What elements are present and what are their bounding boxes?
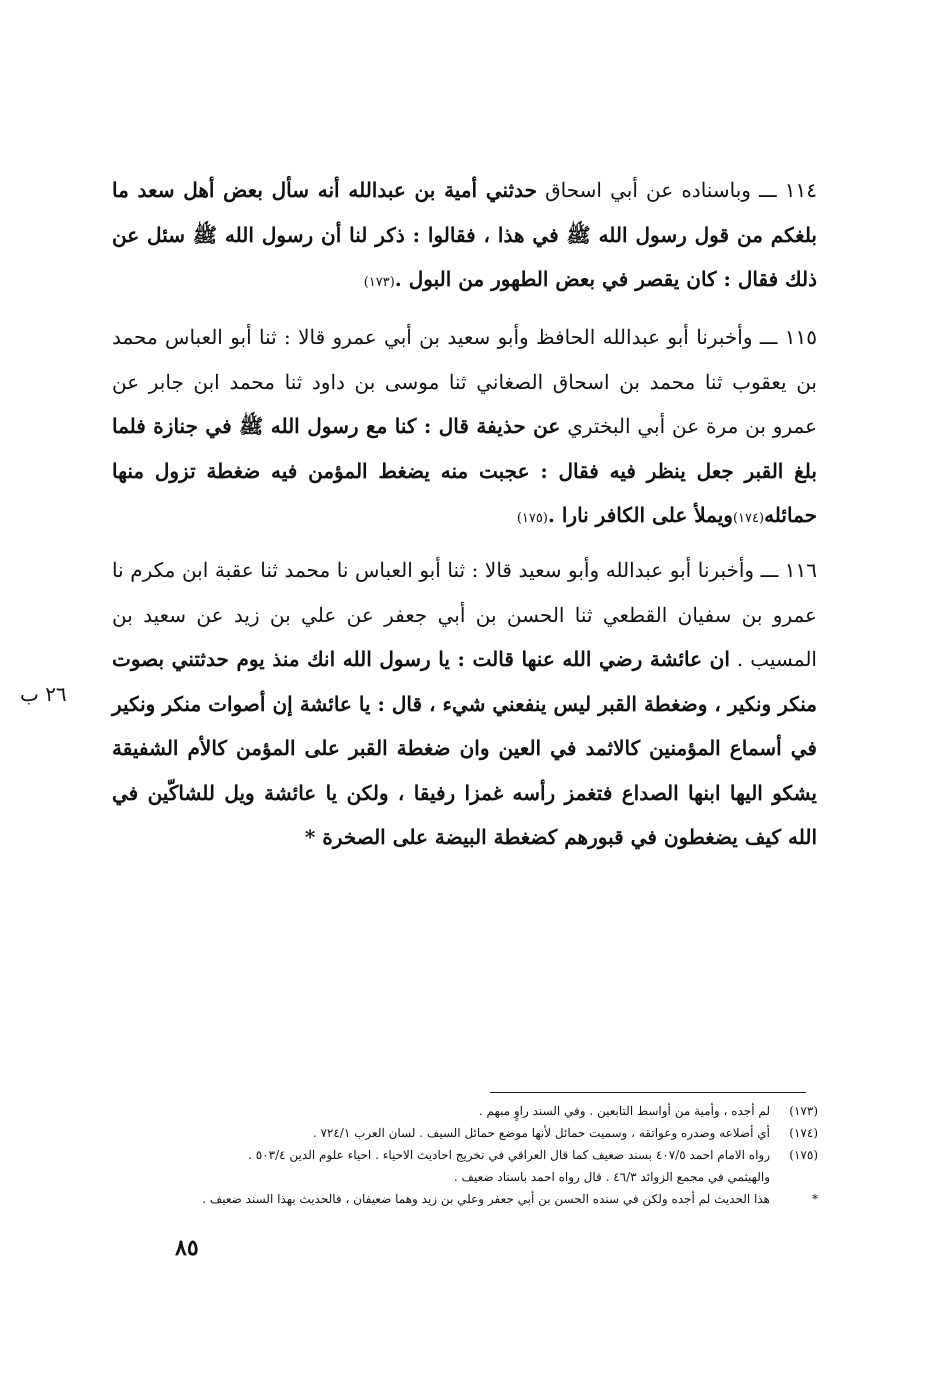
footnote-star <box>150 1188 818 1210</box>
hadith-114 <box>112 168 817 306</box>
hadith-115-text-end: ويملأ على الكافر نارا . <box>547 503 733 527</box>
hadith-114-chain: ١١٤ ـــ وباسناده عن أبي اسحاق <box>537 178 818 202</box>
footnote-173 <box>150 1100 818 1122</box>
footnote-text: لم أجده ، وأمية من أواسط التابعين . وفي السند راوٍ مبهم . <box>478 1104 770 1118</box>
hadith-116-chain: ١١٦ ـــ وأخبرنا أبو عبدالله وأبو سعيد قالا : ثنا أبو العباس نا محمد ثنا عقبة ابن مكرم نا عمرو بن سفيان القطعي ثنا الحسن بن أبي جعفر عن علي بن زيد عن سعيد بن المسيب . <box>112 558 817 671</box>
hadith-115-chain: ١١٥ ـــ وأخبرنا أبو عبدالله الحافظ وأبو سعيد بن أبي عمرو قالا : ثنا أبو العباس محمد بن يعقوب ثنا محمد بن اسحاق الصغاني ثنا موسى بن داود ثنا محمد ابن جابر عن عمرو بن مرة عن أبي البختري <box>112 325 818 438</box>
footnote-175-continuation: والهيثمي في مجمع الزوائد ٤٦/٣ . قال رواه احمد باسناد ضعيف . <box>453 1170 770 1184</box>
footnote-number: (١٧٤) <box>789 1126 818 1140</box>
footnote-number: (١٧٥) <box>789 1148 818 1162</box>
hadith-115 <box>112 315 817 542</box>
footnotes <box>150 1100 818 1210</box>
footnote-separator <box>490 1092 806 1093</box>
page-number: ٨٥ <box>175 1235 199 1261</box>
footnote-ref-175: (١٧٥) <box>516 511 548 526</box>
hadith-116-text: ان عائشة رضي الله عنها قالت : يا رسول الله انك منذ يوم حدثتني بصوت منكر ونكير ، وضغطة القبر ليس ينفعني شيء ، قال : يا عائشة إن أصوات منكر ونكير في أسماع المؤمنين كالاثمد في العين وان ضغطة القبر على المؤمن كالأم الشفيقة يشكو اليها ابنها الصداع فتغمز رأسه غمزا رفيقا ، ولكن يا عائشة ويل للشاكّين في الله كيف يضغطون في قبورهم كضغطة البيضة على الصخرة * <box>112 647 817 849</box>
footnote-174 <box>150 1122 818 1144</box>
footnote-ref-173: (١٧٣) <box>363 275 395 290</box>
hadith-114-text: حدثني أمية بن عبدالله أنه سأل بعض أهل سعد ما بلغكم من قول رسول الله ﷺ في هذا ، فقالوا : ذكر لنا أن رسول الله ﷺ سئل عن ذلك فقال : كان يقصر في بعض الطهور من البول . <box>112 178 818 291</box>
footnote-number: * <box>812 1192 818 1206</box>
manuscript-folio-note: ٢٦ ب <box>20 682 67 706</box>
footnote-text: رواه الامام احمد ٤٠٧/٥ بسند ضعيف كما قال العراقي في تخريج احاديث الاحياء . احياء علوم الدين ٥٠٣/٤ . <box>248 1148 770 1162</box>
footnote-175 <box>150 1144 818 1166</box>
hadith-116 <box>112 548 817 860</box>
footnote-text: هذا الحديث لم أجده ولكن في سنده الحسن بن أبي جعفر وعلي بن زيد وهما ضعيفان ، فالحديث بهذا السند ضعيف . <box>202 1192 770 1206</box>
footnote-number: (١٧٣) <box>789 1104 818 1118</box>
footnote-ref-174: (١٧٤) <box>732 511 765 526</box>
footnote-text: أي أضلاعه وصدره وعواتقه ، وسميت حمائل لأنها موضع حمائل السيف . لسان العرب ٧٢٤/١ . <box>312 1126 770 1140</box>
hadith-115-text: عن حذيفة قال : كنا مع رسول الله ﷺ في جنازة فلما بلغ القبر جعل ينظر فيه فقال : عجبت منه يضغط المؤمن فيه ضغطة تزول منها حمائله <box>112 414 817 527</box>
